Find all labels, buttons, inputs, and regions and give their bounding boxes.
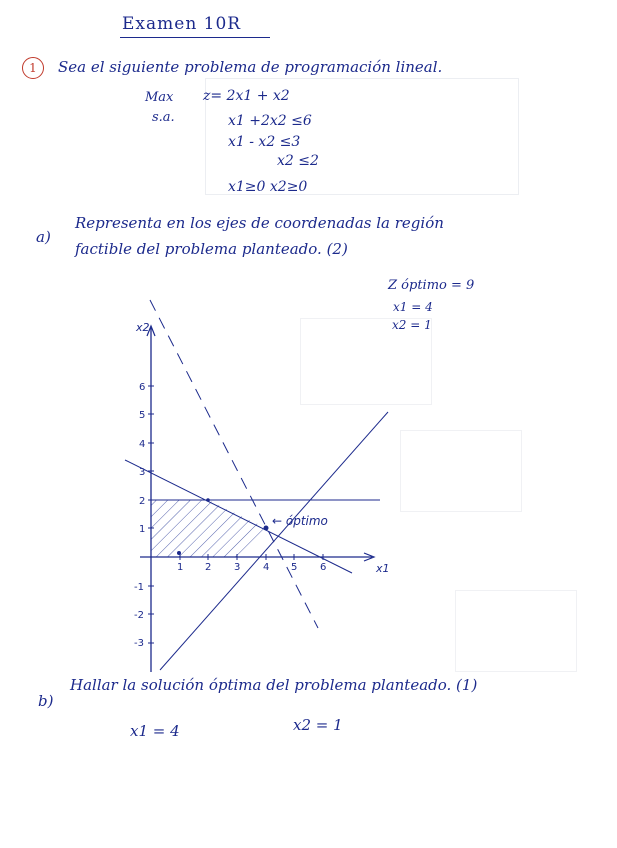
- x-tick-3: 3: [234, 562, 241, 573]
- x-tick-2: 2: [205, 562, 212, 573]
- x2-answer: x2 = 1: [293, 716, 343, 734]
- constraint-2: x1 - x2 ≤3: [228, 134, 301, 150]
- x1-note: x1 = 4: [393, 300, 433, 314]
- part-a-label: a): [36, 228, 51, 246]
- part-b-text: Hallar la solución óptima del problema planteado. (1): [70, 676, 478, 694]
- part-a-text-line2: factible del problema planteado. (2): [75, 240, 348, 258]
- y-tick-1: 1: [139, 524, 146, 535]
- optimum-label: ← óptimo: [272, 514, 328, 528]
- problem-statement: Sea el siguiente problema de programación lineal.: [58, 58, 443, 76]
- intersection-point: [206, 498, 210, 502]
- x-tick-4: 4: [263, 562, 270, 573]
- x-tick-5: 5: [291, 562, 298, 573]
- part-a-text-line1: Representa en los ejes de coordenadas la región: [75, 214, 444, 232]
- optimum-point: [264, 526, 269, 531]
- y-tick-5: 5: [139, 410, 146, 421]
- z-optimum-note: Z óptimo = 9: [388, 278, 475, 293]
- max-label: Max: [145, 90, 174, 105]
- y-tick-neg1: -1: [134, 582, 144, 593]
- x1-answer: x1 = 4: [130, 722, 180, 740]
- y-tick-4: 4: [139, 439, 146, 450]
- y-tick-6: 6: [139, 382, 146, 393]
- constraint-3: x2 ≤2: [277, 153, 319, 169]
- objective-level-line: [150, 300, 318, 628]
- objective-function: z= 2x1 + x2: [203, 88, 290, 104]
- y-axis-label: x2: [136, 321, 150, 334]
- y-tick-neg3: -3: [134, 638, 144, 649]
- question-number: 1: [22, 57, 44, 79]
- constraint-nonnegativity: x1≥0 x2≥0: [228, 179, 308, 195]
- x2-note: x2 = 1: [392, 318, 432, 332]
- feasible-region: [151, 500, 266, 557]
- x-axis-label: x1: [376, 562, 390, 575]
- part-b-label: b): [38, 692, 54, 710]
- y-tick-2: 2: [139, 496, 146, 507]
- x-tick-1: 1: [177, 562, 184, 573]
- subject-to-label: s.a.: [152, 110, 175, 125]
- constraint-1: x1 +2x2 ≤6: [228, 113, 312, 129]
- exam-title: Examen 10R: [122, 14, 242, 34]
- y-tick-3: 3: [139, 467, 146, 478]
- y-tick-neg2: -2: [134, 610, 144, 621]
- x-tick-6: 6: [320, 562, 327, 573]
